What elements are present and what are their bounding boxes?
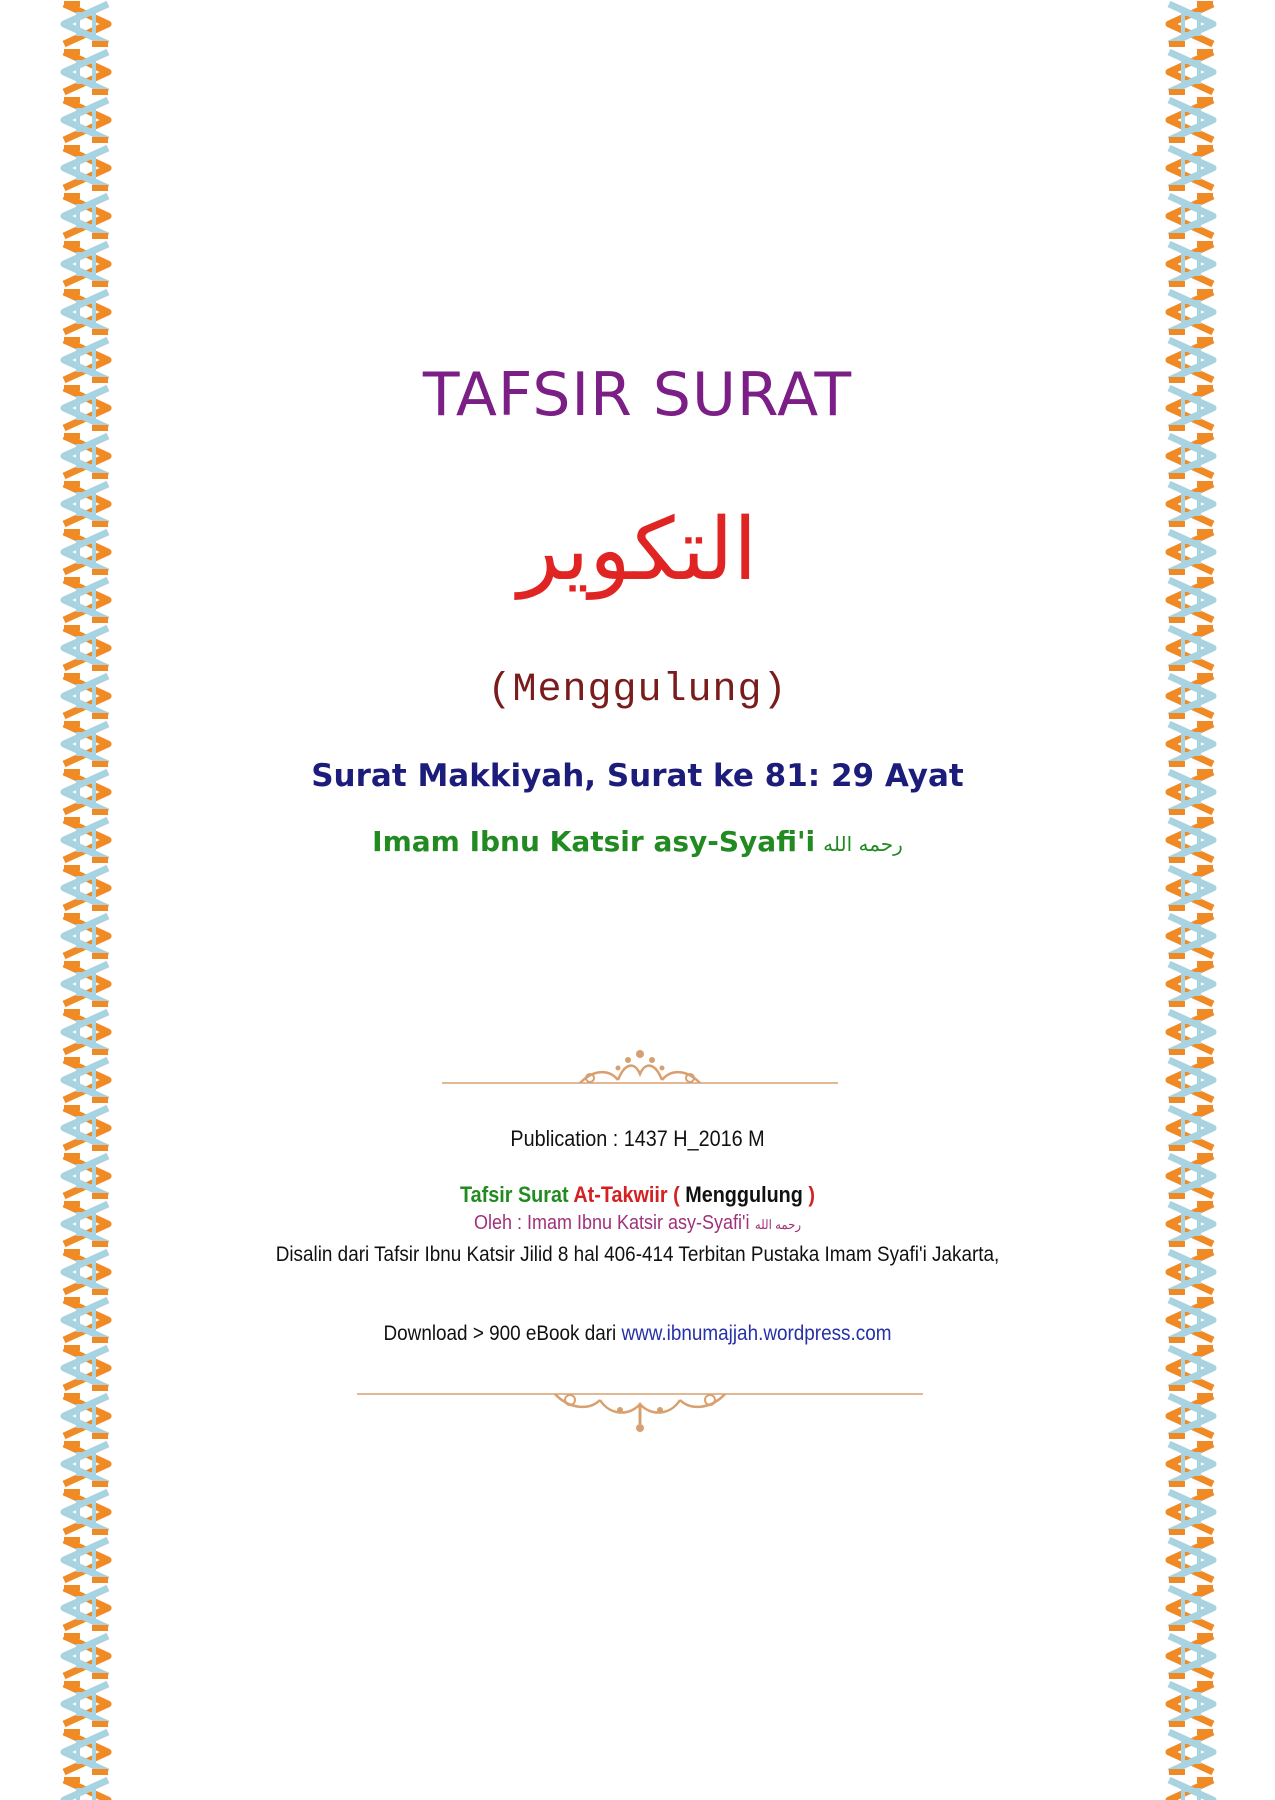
tafsir-close-paren: )	[802, 1182, 815, 1207]
tafsir-meaning: Menggulung	[685, 1182, 803, 1207]
oleh-line	[64, 1212, 1212, 1235]
right-decorative-border	[1165, 0, 1217, 1800]
download-prefix: Download > 900 eBook dari	[383, 1322, 622, 1345]
tafsir-prefix: Tafsir Surat	[460, 1182, 574, 1207]
author-honorific: رحمه الله	[823, 832, 903, 856]
arabic-surah-name: التكوير	[517, 500, 758, 600]
author-name: Imam Ibnu Katsir asy-Syafi'i	[372, 825, 816, 858]
page-title: TAFSIR SURAT	[422, 360, 853, 430]
left-decorative-border	[60, 0, 112, 1800]
tafsir-surah: At-Takwiir	[573, 1182, 668, 1207]
download-link[interactable]: www.ibnumajjah.wordpress.com	[621, 1322, 892, 1345]
ornament-divider-top	[440, 1040, 840, 1090]
source-line: Disalin dari Tafsir Ibnu Katsir Jilid 8 hal 406-414 Terbitan Pustaka Imam Syafi'i Jakarta,	[275, 1243, 1000, 1266]
download-line	[64, 1322, 1212, 1346]
surah-info: Surat Makkiyah, Surat ke 81: 29 Ayat	[311, 758, 964, 794]
tafsir-open-paren: (	[667, 1182, 686, 1207]
tafsir-title-line	[64, 1182, 1212, 1208]
surah-meaning: (Menggulung)	[487, 668, 788, 713]
publication-line: Publication : 1437 H_2016 M	[510, 1126, 765, 1151]
ornament-divider-bottom	[355, 1380, 925, 1435]
author-line	[0, 825, 1275, 858]
oleh-text: Oleh : Imam Ibnu Katsir asy-Syafi'i	[473, 1212, 750, 1234]
oleh-honorific: رحمه الله	[754, 1217, 802, 1232]
